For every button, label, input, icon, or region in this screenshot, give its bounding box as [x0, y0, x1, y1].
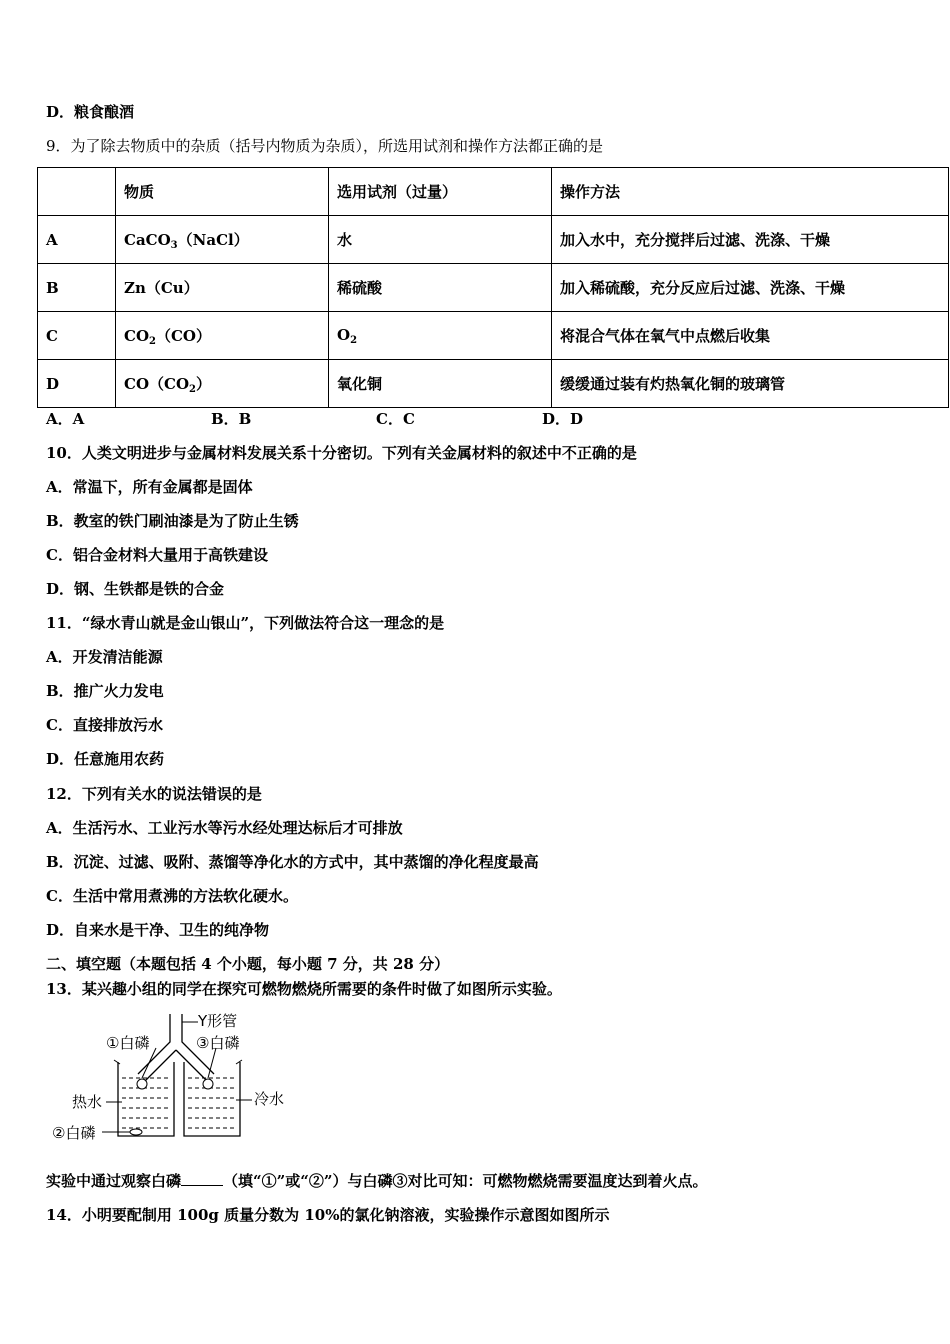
beaker-lip — [114, 1060, 120, 1064]
table-row — [38, 312, 949, 360]
white-phosphorus-3 — [203, 1079, 213, 1089]
formula-part: （NaCl） — [177, 230, 249, 249]
table-cell: 物质 — [116, 168, 329, 216]
method-cell: 缓缓通过装有灼热氧化铜的玻璃管 — [552, 360, 949, 408]
formula-part: CaCO — [124, 230, 171, 249]
subscript: 2 — [350, 334, 358, 346]
q9-option-b: B．B — [211, 410, 252, 428]
right-beaker — [184, 1062, 240, 1136]
label-y-tube: Y形管 — [198, 1012, 238, 1030]
label-hot-water: 热水 — [72, 1093, 103, 1111]
q14-stem: 14．小明要配制用 100g 质量分数为 10%的氯化钠溶液，实验操作示意图如图所示 — [46, 1206, 610, 1224]
reagent-cell — [329, 312, 552, 360]
q10-option-d: D．钢、生铁都是铁的合金 — [46, 580, 225, 598]
q11-option-d: D．任意施用农药 — [46, 750, 165, 768]
leader-line — [208, 1048, 216, 1078]
reagent-cell: 稀硫酸 — [329, 264, 552, 312]
q10-option-b: B．教室的铁门刷油漆是为了防止生锈 — [46, 512, 299, 530]
fill-prefix: 实验中通过观察白磷 — [46, 1172, 182, 1190]
table-row — [38, 216, 949, 264]
label-phosphorus-2: ②白磷 — [52, 1124, 96, 1142]
q8-option-d: D．粮食酿酒 — [46, 103, 135, 121]
q12-stem: 12．下列有关水的说法错误的是 — [46, 785, 262, 803]
reagent-cell: 氧化铜 — [329, 360, 552, 408]
fill-suffix: （填“①”或“②”）与白磷③对比可知：可燃物燃烧需要温度达到着火点。 — [223, 1172, 708, 1190]
q12-option-c: C．生活中常用煮沸的方法软化硬水。 — [46, 887, 298, 905]
q10-stem: 10．人类文明进步与金属材料发展关系十分密切。下列有关金属材料的叙述中不正确的是 — [46, 444, 637, 462]
label-phosphorus-3: ③白磷 — [196, 1034, 240, 1052]
left-beaker — [118, 1062, 174, 1136]
subscript: 2 — [149, 335, 156, 347]
y-tube-inner — [144, 1050, 208, 1082]
formula-part: （CO） — [155, 326, 211, 345]
method-cell: 将混合气体在氧气中点燃后收集 — [552, 312, 949, 360]
formula-part: CO（CO — [124, 374, 190, 393]
formula-part: CO — [124, 326, 150, 345]
table-row — [38, 360, 949, 408]
formula-part: O — [337, 325, 351, 344]
row-label: A — [38, 216, 116, 264]
q9-option-c: C．C — [376, 410, 415, 428]
method-cell: 加入水中，充分搅拌后过滤、洗涤、干燥 — [552, 216, 949, 264]
experiment-diagram — [50, 1012, 310, 1148]
answer-blank — [181, 1171, 223, 1186]
label-phosphorus-1: ①白磷 — [106, 1034, 150, 1052]
row-label: B — [38, 264, 116, 312]
table-cell — [38, 168, 116, 216]
q9-option-a: A．A — [46, 410, 85, 428]
q12-option-b: B．沉淀、过滤、吸附、蒸馏等净化水的方式中，其中蒸馏的净化程度最高 — [46, 853, 539, 871]
q9-option-d: D．D — [542, 410, 584, 428]
q9-stem: 9．为了除去物质中的杂质（括号内物质为杂质），所选用试剂和操作方法都正确的是 — [46, 137, 604, 155]
subscript: 3 — [170, 239, 178, 251]
label-cold-water: 冷水 — [254, 1090, 285, 1108]
table-cell: 操作方法 — [552, 168, 949, 216]
substance-cell — [116, 312, 329, 360]
section-heading: 二、填空题（本题包括 4 个小题，每小题 7 分，共 28 分） — [46, 955, 450, 973]
substance-cell — [116, 216, 329, 264]
table-header-row — [38, 168, 949, 216]
q11-stem: 11．“绿水青山就是金山银山”，下列做法符合这一理念的是 — [46, 614, 445, 632]
q13-stem: 13．某兴趣小组的同学在探究可燃物燃烧所需要的条件时做了如图所示实验。 — [46, 980, 562, 998]
table-cell: 选用试剂（过量） — [329, 168, 552, 216]
beaker-lip — [236, 1060, 242, 1064]
substance-cell: Zn（Cu） — [116, 264, 329, 312]
formula-part: ） — [195, 374, 211, 393]
q10-option-a: A．常温下，所有金属都是固体 — [46, 478, 253, 496]
table-row — [38, 264, 949, 312]
q12-option-d: D．自来水是干净、卫生的纯净物 — [46, 921, 270, 939]
white-phosphorus-1 — [137, 1079, 147, 1089]
q9-table — [37, 167, 949, 408]
method-cell: 加入稀硫酸，充分反应后过滤、洗涤、干燥 — [552, 264, 949, 312]
q11-option-a: A．开发清洁能源 — [46, 648, 163, 666]
row-label: D — [38, 360, 116, 408]
leader-line — [142, 1048, 156, 1078]
q11-option-b: B．推广火力发电 — [46, 682, 164, 700]
white-phosphorus-2 — [130, 1129, 142, 1135]
q13-fill-sentence — [46, 1171, 708, 1191]
q12-option-a: A．生活污水、工业污水等污水经处理达标后才可排放 — [46, 819, 403, 837]
subscript: 2 — [189, 383, 196, 395]
substance-cell — [116, 360, 329, 408]
q10-option-c: C．铝合金材料大量用于高铁建设 — [46, 546, 268, 564]
row-label: C — [38, 312, 116, 360]
reagent-cell: 水 — [329, 216, 552, 264]
q11-option-c: C．直接排放污水 — [46, 716, 163, 734]
